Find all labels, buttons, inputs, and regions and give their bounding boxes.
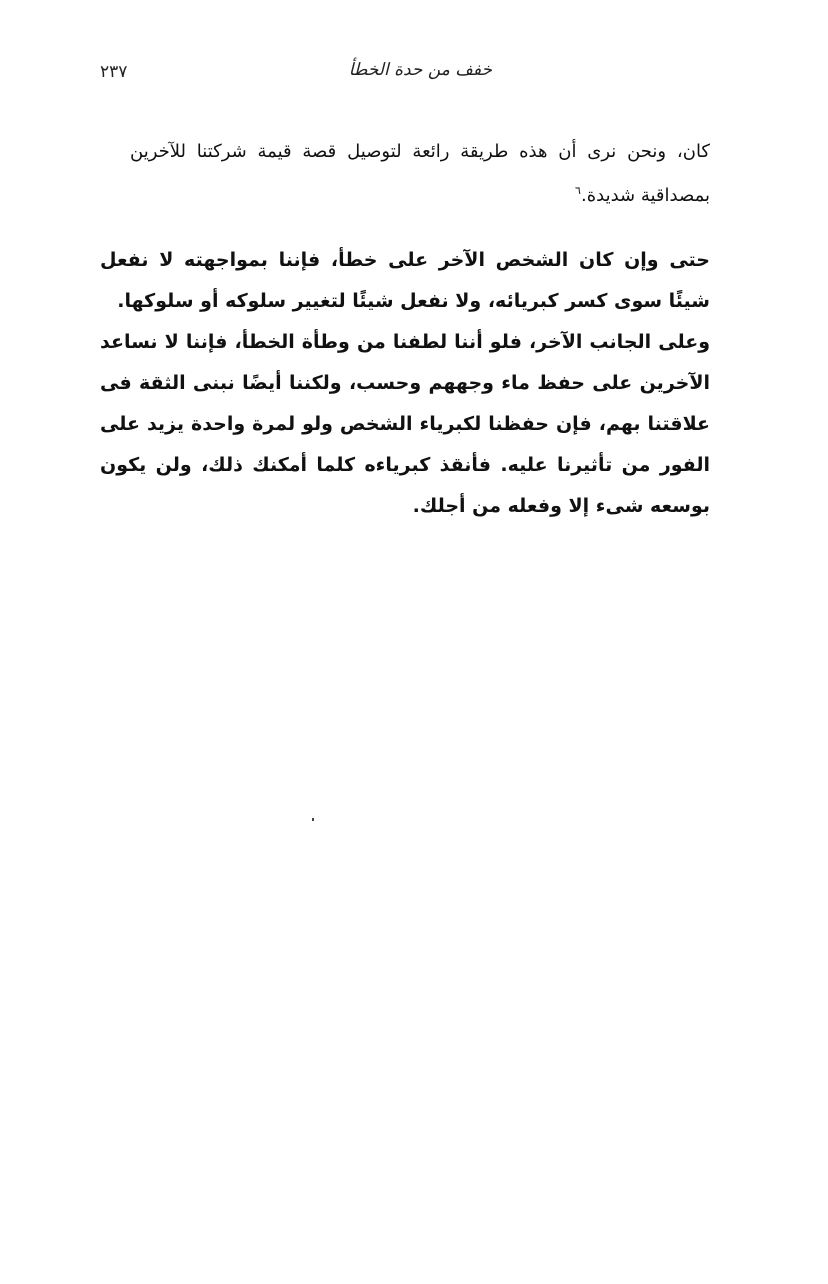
paragraph-2: وعلى الجانب الآخر، فلو أننا لطفنا من وطأة الخطأ، فإننا لا نساعد الآخرين على حفظ ماء وجههم وحسب، ولكننا أيضًا نبنى الثقة فى علاقتنا بهم، فإن حفظنا لكبرياء الشخص ولو لمرة واحدة يزيد على الفور من تأثيرنا عليه. فأنقذ كبرياءه كلما أمكنك ذلك، ولن يكون بوسعه شىء إلا وفعله من أجلك.	[100, 331, 710, 517]
page-number: ٢٣٧	[100, 62, 128, 82]
footnote-marker: ٦	[575, 184, 581, 197]
body-text	[100, 240, 710, 527]
running-title: خفف من حدة الخطأ	[348, 60, 492, 80]
scan-speck	[312, 818, 314, 821]
quoted-passage	[100, 132, 710, 215]
paragraph-1: حتى وإن كان الشخص الآخر على خطأ، فإننا بمواجهته لا نفعل شيئًا سوى كسر كبريائه، ولا نفعل شيئًا لتغيير سلوكه أو سلوكها.	[100, 249, 710, 312]
running-header	[100, 60, 712, 90]
quote-text: كان، ونحن نرى أن هذه طريقة رائعة لتوصيل قصة قيمة شركتنا للآخرين بمصداقية شديدة.	[130, 141, 710, 206]
